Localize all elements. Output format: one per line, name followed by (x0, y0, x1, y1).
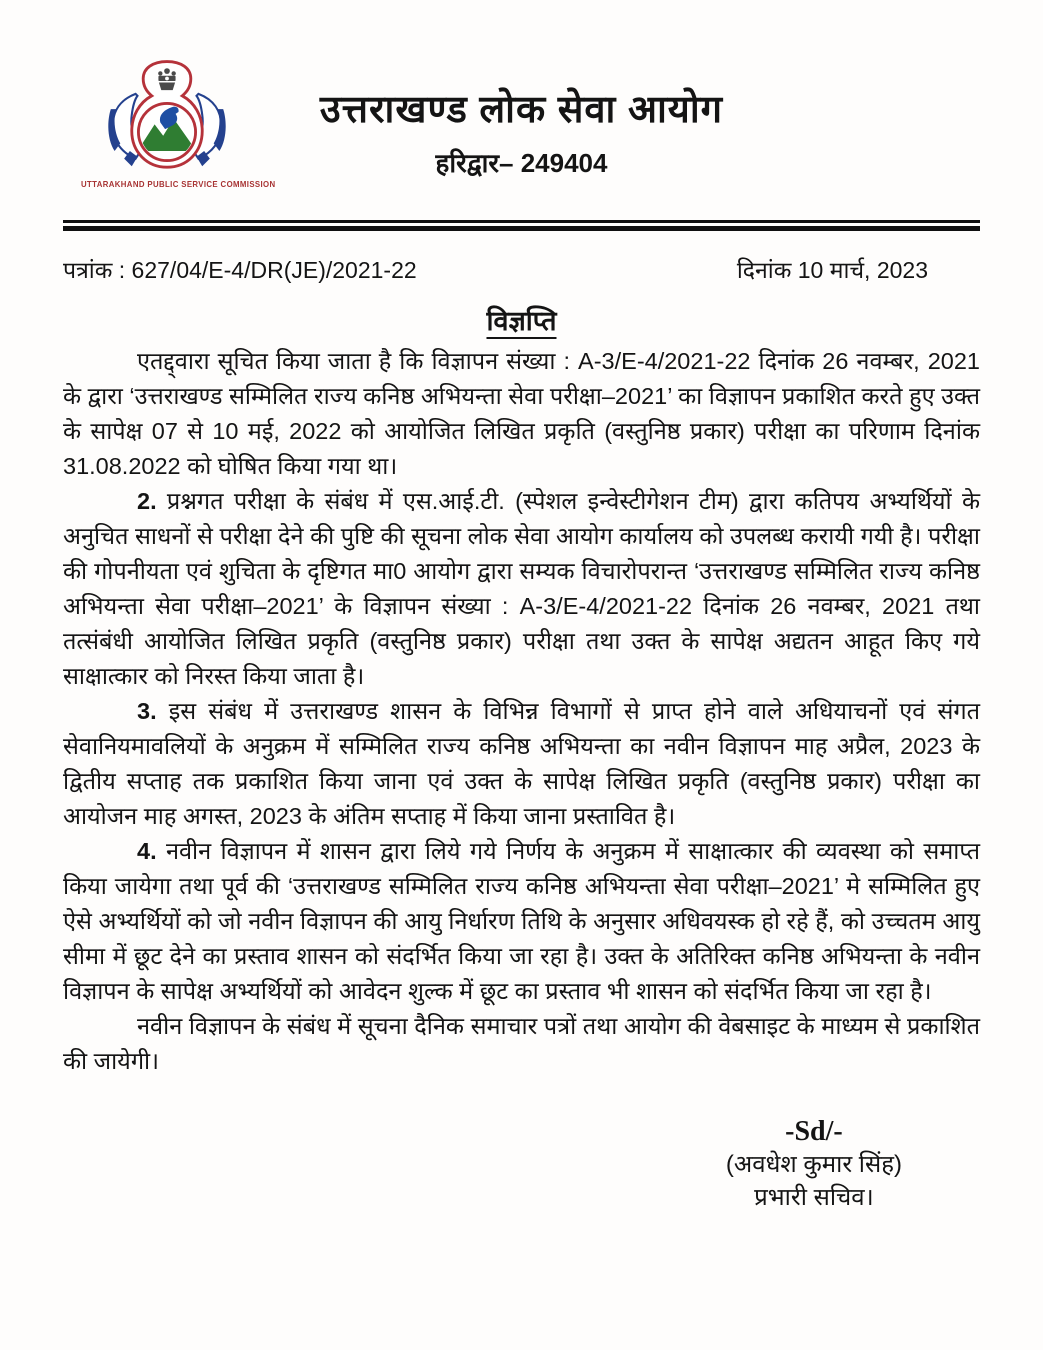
signature-sd: -Sd/- (785, 1116, 843, 1147)
body-paragraph: नवीन विज्ञापन के संबंध में सूचना दैनिक समाचार पत्रों तथा आयोग की वेबसाइट के माध्यम से प्रकाशित की जायेगी। (63, 1013, 980, 1074)
document-body (63, 344, 980, 1079)
document-date: दिनांक 10 मार्च, 2023 (736, 257, 928, 283)
header-divider (63, 220, 980, 231)
paragraph-number: 2. (137, 488, 167, 514)
ashoka-capital-icon (158, 68, 176, 90)
body-paragraph: 2. प्रश्नगत परीक्षा के संबंध में एस.आई.टी. (स्पेशल इन्वेस्टीगेशन टीम) द्वारा कतिपय अभ्यर्थियों के अनुचित साधनों से परीक्षा देने की पुष्टि की सूचना लोक सेवा आयोग कार्यालय को उपलब्ध करायी गयी है। परीक्षा की गोपनीयता एवं शुचिता के दृष्टिगत मा0 आयोग द्वारा सम्यक विचारोपरान्त ‘उत्तराखण्ड सम्मिलित राज्य कनिष्ठ अभियन्ता सेवा परीक्षा–2021’ के विज्ञापन संख्या : A-3/E-4/2021-22 दिनांक 26 नवम्बर, 2021 तथा तत्संबंधी आयोजित लिखित प्रकृति (वस्तुनिष्ठ प्रकार) परीक्षा तथा उक्त के सापेक्ष अद्यतन आहूत किए गये साक्षात्कार को निरस्त किया जाता है। (63, 488, 980, 689)
document-title: विज्ञप्ति (486, 306, 557, 336)
signatory-designation: प्रभारी सचिव। (754, 1184, 874, 1211)
signatory-name: (अवधेश कुमार सिंह) (725, 1151, 902, 1178)
divider-thick-line (63, 226, 980, 231)
body-paragraph: 3. इस संबंध में उत्तराखण्ड शासन के विभिन्न विभागों से प्राप्त होने वाले अधियाचनों एवं संगत सेवानियमावलियों के अनुक्रम में सम्मिलित राज्य कनिष्ठ अभियन्ता का नवीन विज्ञापन माह अप्रैल, 2023 के द्वितीय सप्ताह तक प्रकाशित किया जाना एवं उक्त के सापेक्ष लिखित प्रकृति (वस्तुनिष्ठ प्रकार) परीक्षा का आयोजन माह अगस्त, 2023 के अंतिम सप्ताह में किया जाना प्रस्तावित है। (63, 698, 980, 829)
paragraph-number: 3. (137, 698, 169, 724)
organization-address: हरिद्वार– 249404 (435, 148, 608, 178)
organization-name: उत्तराखण्ड लोक सेवा आयोग (319, 89, 724, 131)
logo-caption: UTTARAKHAND PUBLIC SERVICE COMMISSION (81, 179, 276, 189)
body-paragraph: एतद्द्वारा सूचित किया जाता है कि विज्ञापन संख्या : A-3/E-4/2021-22 दिनांक 26 नवम्बर, 2021 के द्वारा ‘उत्तराखण्ड सम्मिलित राज्य कनिष्ठ अभियन्ता सेवा परीक्षा–2021’ का विज्ञापन प्रकाशित करते हुए उक्त के सापेक्ष 07 से 10 मई, 2022 को आयोजित लिखित प्रकृति (वस्तुनिष्ठ प्रकार) परीक्षा का परिणाम दिनांक 31.08.2022 को घोषित किया गया था। (63, 348, 980, 479)
reference-number: पत्रांक : 627/04/E-4/DR(JE)/2021-22 (63, 257, 417, 283)
upsc-emblem (81, 52, 276, 189)
signature-block (726, 1115, 902, 1214)
letterhead (63, 52, 980, 204)
upsc-emblem-icon (88, 52, 246, 172)
body-paragraph: 4. नवीन विज्ञापन में शासन द्वारा लिये गये निर्णय के अनुक्रम में साक्षात्कार की व्यवस्था को समाप्त किया जायेगा तथा पूर्व की ‘उत्तराखण्ड सम्मिलित राज्य कनिष्ठ अभियन्ता सेवा परीक्षा–2021’ मे सम्मिलित हुए ऐसे अभ्यर्थियों को जो नवीन विज्ञापन की आयु निर्धारण तिथि के अनुसार अधिवयस्क हो रहे हैं, को उच्चतम आयु सीमा में छूट देने का प्रस्ताव शासन को संदर्भित किया जा रहा है। उक्त के अतिरिक्त कनिष्ठ अभियन्ता के नवीन विज्ञापन के सापेक्ष अभ्यर्थियों को आवेदन शुल्क में छूट का प्रस्ताव भी शासन को संदर्भित किया जा रहा है। (63, 838, 980, 1004)
meta-row (63, 253, 980, 285)
paragraph-number: 4. (137, 838, 166, 864)
